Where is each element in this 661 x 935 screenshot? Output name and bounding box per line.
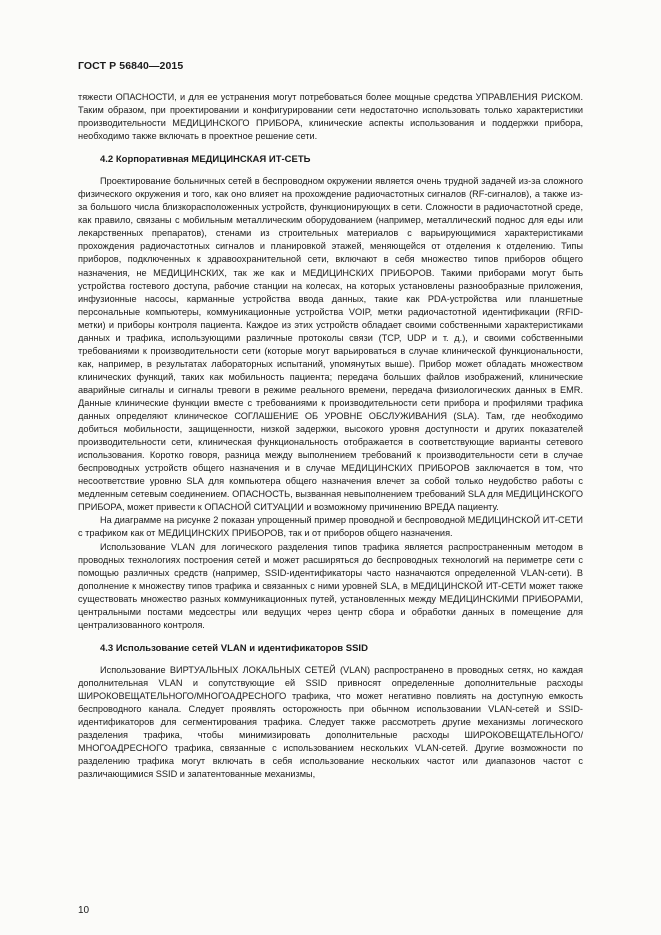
page-body bbox=[78, 91, 583, 791]
body-paragraph: На диаграмме на рисунке 2 показан упрощенный пример проводной и беспроводной МЕДИЦИНСКОЙ ИТ-СЕТИ с трафиком как от МЕДИЦИНСКИХ ПРИБОРОВ, так и от приборов общего назначения. bbox=[78, 515, 583, 539]
body-paragraph: Проектирование больничных сетей в беспроводном окружении является очень трудной задачей из-за сложного физического окружения и того, как оно влияет на прохождение радиочастотных сигналов (RF-сигналов), а также из-за большого числа близкорасположенных устройств, функционирующих в сети. Сложности в радиочастотной среде, как правило, связаны с мобильным металлическим оборудованием (например, металлический поднос для еды или лекарственных препаратов), стенами из строительных материалов с варьирующимися характеристиками прохождения радиочастотных сигналов и планировкой этажей, меняющейся от отделения к отделению. Типы приборов, подключенных к здравоохранительной сети, включают в себя множество типов приборов общего назначения, не МЕДИЦИНСКИХ, так же как и МЕДИЦИНСКИХ ПРИБОРОВ. Такими приборами могут быть устройства гостевого доступа, рабочие станции на колесах, на которых установлены разнообразные приложения, инфузионные насосы, карманные устройства ввода данных, такие как PDA-устройства или планшетные персональные компьютеры, коммуникационные устройства VOIP, метки радиочастотной идентификации (RFID-метки) и приборы контроля пациента. Каждое из этих устройств обладает своими собственными характеристиками данных и трафика, использующими различные протоколы связи (TCP, UDP и т. д.), и своими собственными требованиями к производительности сети (которые могут варьироваться в случае клинической функциональности, как, например, в результатах лабораторных испытаний, упомянутых выше). Прибор может обладать множеством клинических функций, таких как мобильность пациента; передача больших файлов изображений, клинические аварийные сигналы и сигналы тревоги в режиме реального времени, передача физиологических данных в EMR. Данные клинические функции вместе с требованиями к производительности сети прибора и профилями трафика данных определяют клиническое СОГЛАШЕНИЕ ОБ УРОВНЕ ОБСЛУЖИВАНИЯ (SLA). Там, где необходимо добиться мобильности, защищенности, низкой задержки, высокого уровня доступности и других показателей производительности сети, клиническая функциональность отображается в соответствующие варианты сетевого использования. Коротко говоря, разница между выполнением требований к производительности сети в случае беспроводных устройств общего назначения и в случае МЕДИЦИНСКИХ ПРИБОРОВ заключается в том, что несоответствие уровню SLA для компьютера общего назначения влечет за собой только неудобство работы с медленным сетевым соединением. ОПАСНОСТЬ, вызванная невыполнением требований SLA для МЕДИЦИНСКОГО ПРИБОРА, может привести к ОПАСНОЙ СИТУАЦИИ и возможному причинению ВРЕДА пациенту. bbox=[78, 176, 583, 513]
intro-paragraph: тяжести ОПАСНОСТИ, и для ее устранения могут потребоваться более мощные средства УПРАВЛЕНИЯ РИСКОМ. Таким образом, при проектировании и конфигурировании сети недостаточно использовать только характеристики производительности МЕДИЦИНСКОГО ПРИБОРА, клинические аспекты использования и поддержки прибора, необходимо также включать в проектное решение сети. bbox=[78, 92, 583, 142]
body-paragraph: Использование VLAN для логического разделения типов трафика является распространенным методом в проводных технологиях построения сетей и может расширяться до беспроводных технологий на периметре сети с помощью различных средств (например, SSID-идентификаторы часто назначаются определенной VLAN-сети). В дополнение к множеству типов трафика и связанных с ними уровней SLA, в МЕДИЦИНСКОЙ ИТ-СЕТИ может также существовать множество разных коммуникационных путей, установленных между МЕДИЦИНСКИМИ ПРИБОРАМИ, центральными постами медсестры или ведущих через центр сбора и обработки данных в помещение для централизованного контроля. bbox=[78, 541, 583, 630]
body-paragraph: Использование ВИРТУАЛЬНЫХ ЛОКАЛЬНЫХ СЕТЕЙ (VLAN) распространено в проводных сетях, но каждая дополнительная VLAN и сопутствующие ей SSID привносят определенные дополнительные расходы ШИРОКОВЕЩАТЕЛЬНОГО/МНОГОАДРЕСНОГО трафика, что может негативно повлиять на доступную емкость беспроводного канала. Следует проявлять осторожность при обычном использовании VLAN-сетей и SSID-идентификаторов для сегментирования трафика. Следует также рассмотреть другие механизмы логического разделения трафика, чтобы минимизировать дополнительные расходы ШИРОКОВЕЩАТЕЛЬНОГО/МНОГОАДРЕСНОГО трафика, связанные с использованием нескольких VLAN-сетей. Другие возможности по разделению трафика могут включать в себя использование нескольких частот или диапазонов частот с различающимися SSID и запатентованные механизмы, bbox=[78, 664, 583, 780]
page-number: 10 bbox=[78, 905, 90, 916]
section-heading-4-2: 4.2 Корпоративная МЕДИЦИНСКАЯ ИТ-СЕТЬ bbox=[100, 154, 311, 166]
document-header: ГОСТ Р 56840—2015 bbox=[78, 60, 184, 72]
section-heading-4-3: 4.3 Использование сетей VLAN и идентификаторов SSID bbox=[100, 642, 368, 654]
